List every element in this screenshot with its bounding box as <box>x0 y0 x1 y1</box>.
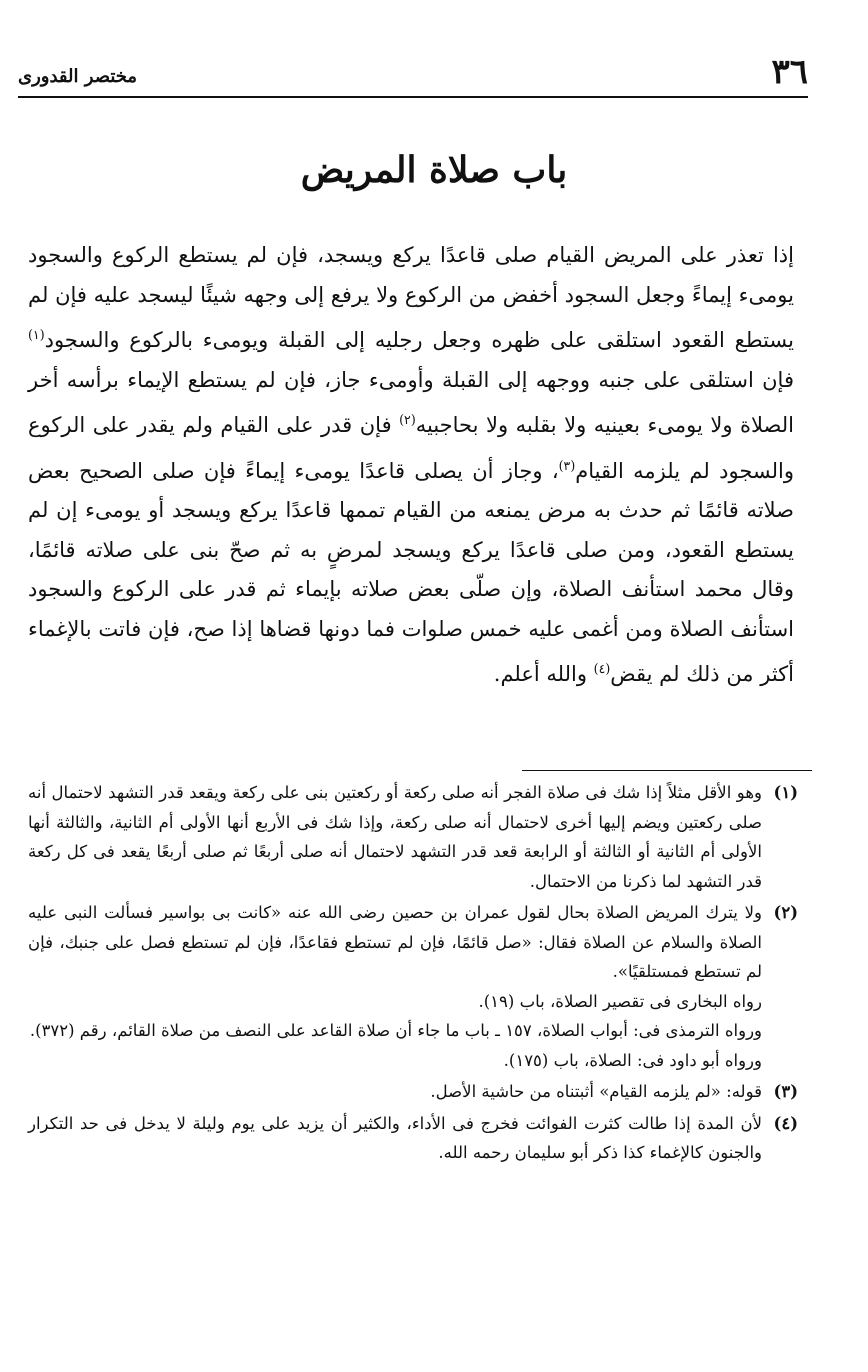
footnote-3 <box>28 1077 798 1107</box>
footnote-1 <box>28 778 798 896</box>
body-paragraph <box>28 236 794 695</box>
footnote-4 <box>28 1109 798 1168</box>
footnote-line: وهو الأقل مثلاً إذا شك فى صلاة الفجر أنه صلى ركعة أو ركعتين بنى على ركعة ويقعد قدر التشهد لاحتمال أنه صلى ركعتين ويضم إليها أخرى لاحتمال أنه صلى ركعة، وإذا شك فى الأربع أنها الأولى أم الثانية، والثالثة أنها الأولى أم الثانية أو الثالثة أو الرابعة قعد قدر التشهد لاحتمال أنه صلى أربعًا ثم صلى أربعًا يقعد فى كل ركعة قدر التشهد لما ذكرنا من الاحتمال. <box>28 783 762 891</box>
footnote-text <box>28 898 762 1075</box>
body-text-segment: فإن قدر على القيام ولم يقدر على الركوع والسجود لم يلزمه القيام <box>28 413 794 483</box>
footnote-line: ولا يترك المريض الصلاة بحال لقول عمران بن حصين رضى الله عنه «كانت بى بواسير فسألت النبى عليه الصلاة والسلام عن الصلاة فقال: «صل قائمًا، فإن لم تستطع فقاعدًا، فإن لم تستطع فصل على جنبك، فإن لم تستطع فمستلقيًا». <box>28 903 762 981</box>
footnote-marker-2: (٢) <box>399 412 416 427</box>
footnote-line: رواه البخارى فى تقصير الصلاة، باب (١٩). <box>478 991 762 1011</box>
body-text-segment: إذا تعذر على المريض القيام صلى قاعدًا يركع ويسجد، فإن لم يستطع الركوع والسجود يومىء إيماءً وجعل السجود أخفض من الركوع ولا يرفع إلى وجهه شيئًا ليسجد عليه فإن لم يستطع القعود استلقى على ظهره وجعل رجليه إلى القبلة ويومىء بالركوع والسجود <box>28 243 794 352</box>
running-header <box>18 52 808 98</box>
footnote-separator <box>522 770 812 771</box>
body-text-segment: والله أعلم. <box>493 662 594 686</box>
page-number: ٣٦ <box>771 52 808 92</box>
body-text-segment: ، وجاز أن يصلى قاعدًا يومىء إيماءً فإن صلى الصحيح بعض صلاته قائمًا ثم حدث به مرض يمنعه من القيام تممها قاعدًا يركع ويسجد أو يومىء إن لم يستطع القعود، ومن صلى قاعدًا يركع ويسجد لمرضٍ به ثم صحّ بنى على صلاته قائمًا، وقال محمد استأنف الصلاة، وإن صلّى بعض صلاته بإيماء ثم قدر على الركوع والسجود استأنف الصلاة ومن أغمى عليه خمس صلوات فما دونها قضاها إذا صح، فإن فاتت بالإغماء أكثر من ذلك لم يقض <box>28 458 794 686</box>
footnote-marker-1: (١) <box>28 327 45 342</box>
footnote-marker-3: (٣) <box>558 457 576 473</box>
footnote-line: ورواه الترمذى فى: أبواب الصلاة، ١٥٧ ـ باب ما جاء أن صلاة القاعد على النصف من صلاة القائم، رقم (٣٧٢). <box>29 1021 762 1040</box>
main-text <box>28 236 794 695</box>
footnote-number: (٢) <box>773 903 798 922</box>
footnote-2 <box>28 898 798 1075</box>
footnote-line: قوله: «لم يلزمه القيام» أثبتناه من حاشية الأصل. <box>430 1082 762 1101</box>
footnote-text <box>28 1109 762 1168</box>
footnote-number: (٤) <box>773 1113 798 1133</box>
footnotes <box>28 778 798 1170</box>
footnote-text <box>28 1077 762 1107</box>
body-text-segment: فإن استلقى على جنبه ووجهه إلى القبلة وأومىء جاز، فإن لم يستطع الإيماء برأسه أخر الصلاة ولا يومىء بعينيه ولا بقلبه ولا بحاجبيه <box>28 367 794 437</box>
chapter-title: باب صلاة المريض <box>300 149 568 191</box>
footnote-text <box>28 778 762 896</box>
footnote-marker-4: (٤) <box>593 661 611 676</box>
footnote-number: (١) <box>773 783 798 802</box>
footnote-line: ورواه أبو داود فى: الصلاة، باب (١٧٥). <box>503 1050 762 1070</box>
footnote-line: لأن المدة إذا طالت كثرت الفوائت فخرج فى الأداء، والكثير أن يزيد على يوم وليلة لا يدخل فى حد التكرار والجنون كالإغماء كذا ذكر أبو سليمان رحمه الله. <box>28 1113 762 1162</box>
running-title: مختصر القدورى <box>18 66 138 87</box>
footnote-number: (٣) <box>773 1082 798 1101</box>
